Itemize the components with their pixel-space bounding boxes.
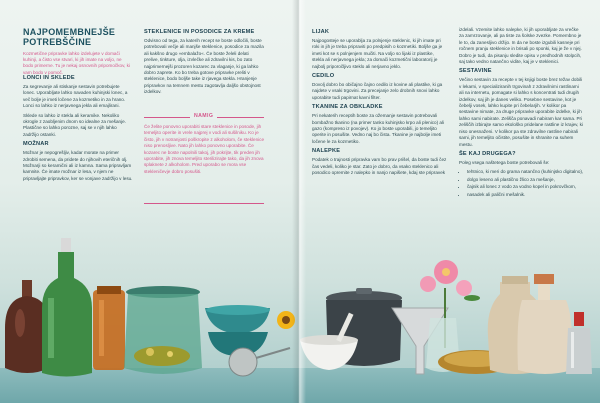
green-bottle bbox=[42, 238, 92, 377]
section-paragraph: Sklede so lahko iz stekla ali keramike. Nekoliko okrogle z zaobljenim dnom so idealne za mešanje. Plastične so lahko porozne, saj se v njih lahko zadržijo ostanki. bbox=[23, 112, 126, 137]
amber-bottle bbox=[5, 280, 50, 373]
list-item: • dolgo leseno ali plastično žlico za mešanje, bbox=[467, 177, 584, 183]
section-heading: SESTAVINE bbox=[459, 68, 492, 75]
section-paragraph: Za segrevanje ali stiskanje sestavin potrebujete lonec. Uporabljate lahko navaden kuhinjski lonec, a več bolje je imeti ločene za kozmetiko in za hrano. Lonci so lahko iz nerjavnega jekla ali emajlirani. bbox=[23, 84, 128, 109]
funnel bbox=[392, 308, 448, 374]
section-heading: TKANINE ZA OBKLADKE bbox=[312, 104, 383, 111]
mortar bbox=[300, 313, 358, 370]
section-paragraph: Odvisno od tega, za katerih recept se boste odločili, boste potrebovali večje ali manjše steklenice, posodice za mazila ali kakšno drugo »embalažo«. Če boste želeli delati prelive, tinkture, olja, izvlečke ali zdravilni kis, bo zato najprimernejši prozoren kozarec za vlaganje, ki ga lahko dobro zaprete. Ko bo treba gotove pripravke preliti v steklenice, bodo boljše take iz rjavega stekla. Hranjenje pripravkov na temnem mestu zagotavlja daljšo obstojnost izdelkov. bbox=[144, 38, 264, 95]
stone-jar bbox=[518, 274, 573, 374]
section-heading: LIJAK bbox=[312, 29, 330, 35]
section-paragraph: Večino sestavin za recepte v tej knjigi boste brez težav dobili v lekarni, v specializiranih trgovinah z zdravilnimi rastlinami ali na internetu, pomagate si lahko s koncentrati tudi drugih izdelkov, saj jih je danes veliko. Posebne sestavine, kot je čebelji vosek, lahko kupite pri čebelarjih. V kolikor pa sestavine nimate, za druge pripravke uporabite izdelke, ki jih lahko sami nabirate. Zelišča ponavadi nabiram kar sama. Pri zeliščih izbirajte samo ekološko pridelane rastline iz krajev, ki niso onesnaženi. V kolikor pa ste zdravilne rastline nabirali sami, jih temeljito očistite, posušite in shranite na suhem mestu. bbox=[459, 77, 583, 147]
section-heading: MOŽNAR bbox=[23, 141, 49, 148]
strainer bbox=[229, 348, 290, 376]
section-paragraph: Podatek o trajnosti pripravka vam bo prav prišel, da boste tudi čez čas vedeli, koliko je star. Zato je dobro, da vsako steklenico ali posodico opremite z nalepko in nanjo napišete, kdaj ste pripravek bbox=[312, 157, 447, 176]
supplies-list bbox=[459, 169, 584, 198]
section-paragraph: izdelali. Vzemite lahko nalepke, ki jih uporabljate za vrečke za zamrzovanje, ali pa tiste za šolske zvezke. Pomembno je le to, da zanesljivo držijo. In da ne boste izgubili kasneje pri ročnem pranju steklenice in brisali po sponki, kaj je že v njej. Dobro je tudi, da pisanju sledite opisu v predhodnih stolpcih, saj tako vedno natančno vidite, kaj je v steklenici. bbox=[459, 27, 582, 65]
list-item: • nasadek ali palični mešalnik. bbox=[467, 192, 584, 198]
section-heading: NALEPKE bbox=[312, 148, 341, 155]
left-column-2 bbox=[144, 27, 264, 99]
tip-text: Če želite ponovno uporabiti stare steklenice in posode, jih temeljito operite in vrele najprej v vodi ali sušilniku. Ko je čisto, jih v notranjosti poškropite z alkoholom, če steklenice niso prenosljive. Nato jih lahko ponovno uporabite. Če kozarec ne boste napolnili takoj, jih pokrijte, tik preden jih uporabite, jih znova temeljito sterilizirajte tako, da jih znova splaknete z alkoholom. Pred uporabo se mora vse stekleničevje dobro posušiti. bbox=[144, 124, 265, 174]
tip-box bbox=[144, 113, 265, 204]
herb-jar bbox=[124, 286, 202, 374]
section-paragraph: Pri nekaterih receptih boste za ožemanje sestavin potrebovali bombažno tkanino (na primer tanko kuhinjsko krpo ali plenico) ali gazo (kompreso iz povojev). Ko jo boste uporabili, jo temeljito operite in posušite. Vedno naj bo čista. Tkanine je najbolje imeti ločene le za kozmetiko. bbox=[312, 113, 445, 144]
brass-tray bbox=[438, 350, 514, 374]
section-heading: CEDILO bbox=[312, 73, 335, 80]
ceramic-jug bbox=[488, 276, 546, 374]
section-heading: STEKLENICE IN POSODICE ZA KREME bbox=[144, 29, 255, 35]
book-gutter bbox=[292, 0, 306, 403]
section-paragraph: Poleg vsega naštetega boste potrebovali še: bbox=[459, 159, 550, 165]
list-item: • tehtnico, ki meri do grama natančno (kuhinjsko digitalno), bbox=[467, 169, 584, 175]
intro-text: Kozmetične pripravke lahko izdelujete v domači kuhinji, a čisto vse stvari, ki jih imate na voljo, ne bodo primerne. Tu je nekaj osnovnih pripomočkov, ki vam bodo v pomoč. bbox=[23, 51, 130, 75]
right-column-2 bbox=[459, 27, 584, 199]
right-column-1 bbox=[312, 27, 447, 180]
section-heading: LONCI IN SKLEDE bbox=[23, 75, 75, 81]
orange-bottle bbox=[93, 286, 125, 370]
glass-vase bbox=[426, 318, 460, 372]
tip-heading: NAMIG bbox=[190, 113, 217, 119]
metal-pot bbox=[326, 288, 402, 366]
section-heading: ŠE KAJ DRUGEGA? bbox=[459, 150, 516, 157]
silver-bottle bbox=[566, 312, 592, 374]
list-item: • čajnik ali lonec z vodo za vodno kopel in pokrovčkom, bbox=[467, 184, 584, 190]
section-paragraph: Možnar je nepogrešljiv, kadar morate na primer zdrobiti semena, da pridete do njihovih eteričnih olj. Možnarji so keramični ali iz kamna. Sama pripravljam kamnite. Če imate možnar iz lesa, v njem ne pripravljajte pripravkov, ker se vonjave zadržijo v lesu. bbox=[23, 150, 133, 181]
teal-bowls bbox=[205, 305, 270, 356]
section-paragraph: Najpogosteje se uporablja za polnjenje steklenic, ki jih imate pri roki in jih je treba pripraviti po predpisih o kozmetiki. Boljše ga je imeti kot se s polnjenjem mučiti. Na voljo so lijaki iz plastike, stekla ali nerjavnega jekla; za domači kozmetični laboratorij je najbolj priporočljivo steklo ali nerjavno jeklo. bbox=[312, 38, 443, 69]
section-paragraph: Dovolj dobro bo običajno čajno cedilo iz kovine ali plastike, ki ga najdete v vsaki trgovini. Za precejanje zelo drobnih snovi lahko uporabite tudi papirnat kavni filter. bbox=[312, 82, 443, 100]
pink-flowers bbox=[420, 260, 480, 348]
left-column-1 bbox=[23, 73, 133, 185]
page-title: NAJPOMEMBNEJŠE POTREBŠČINE bbox=[23, 27, 116, 47]
